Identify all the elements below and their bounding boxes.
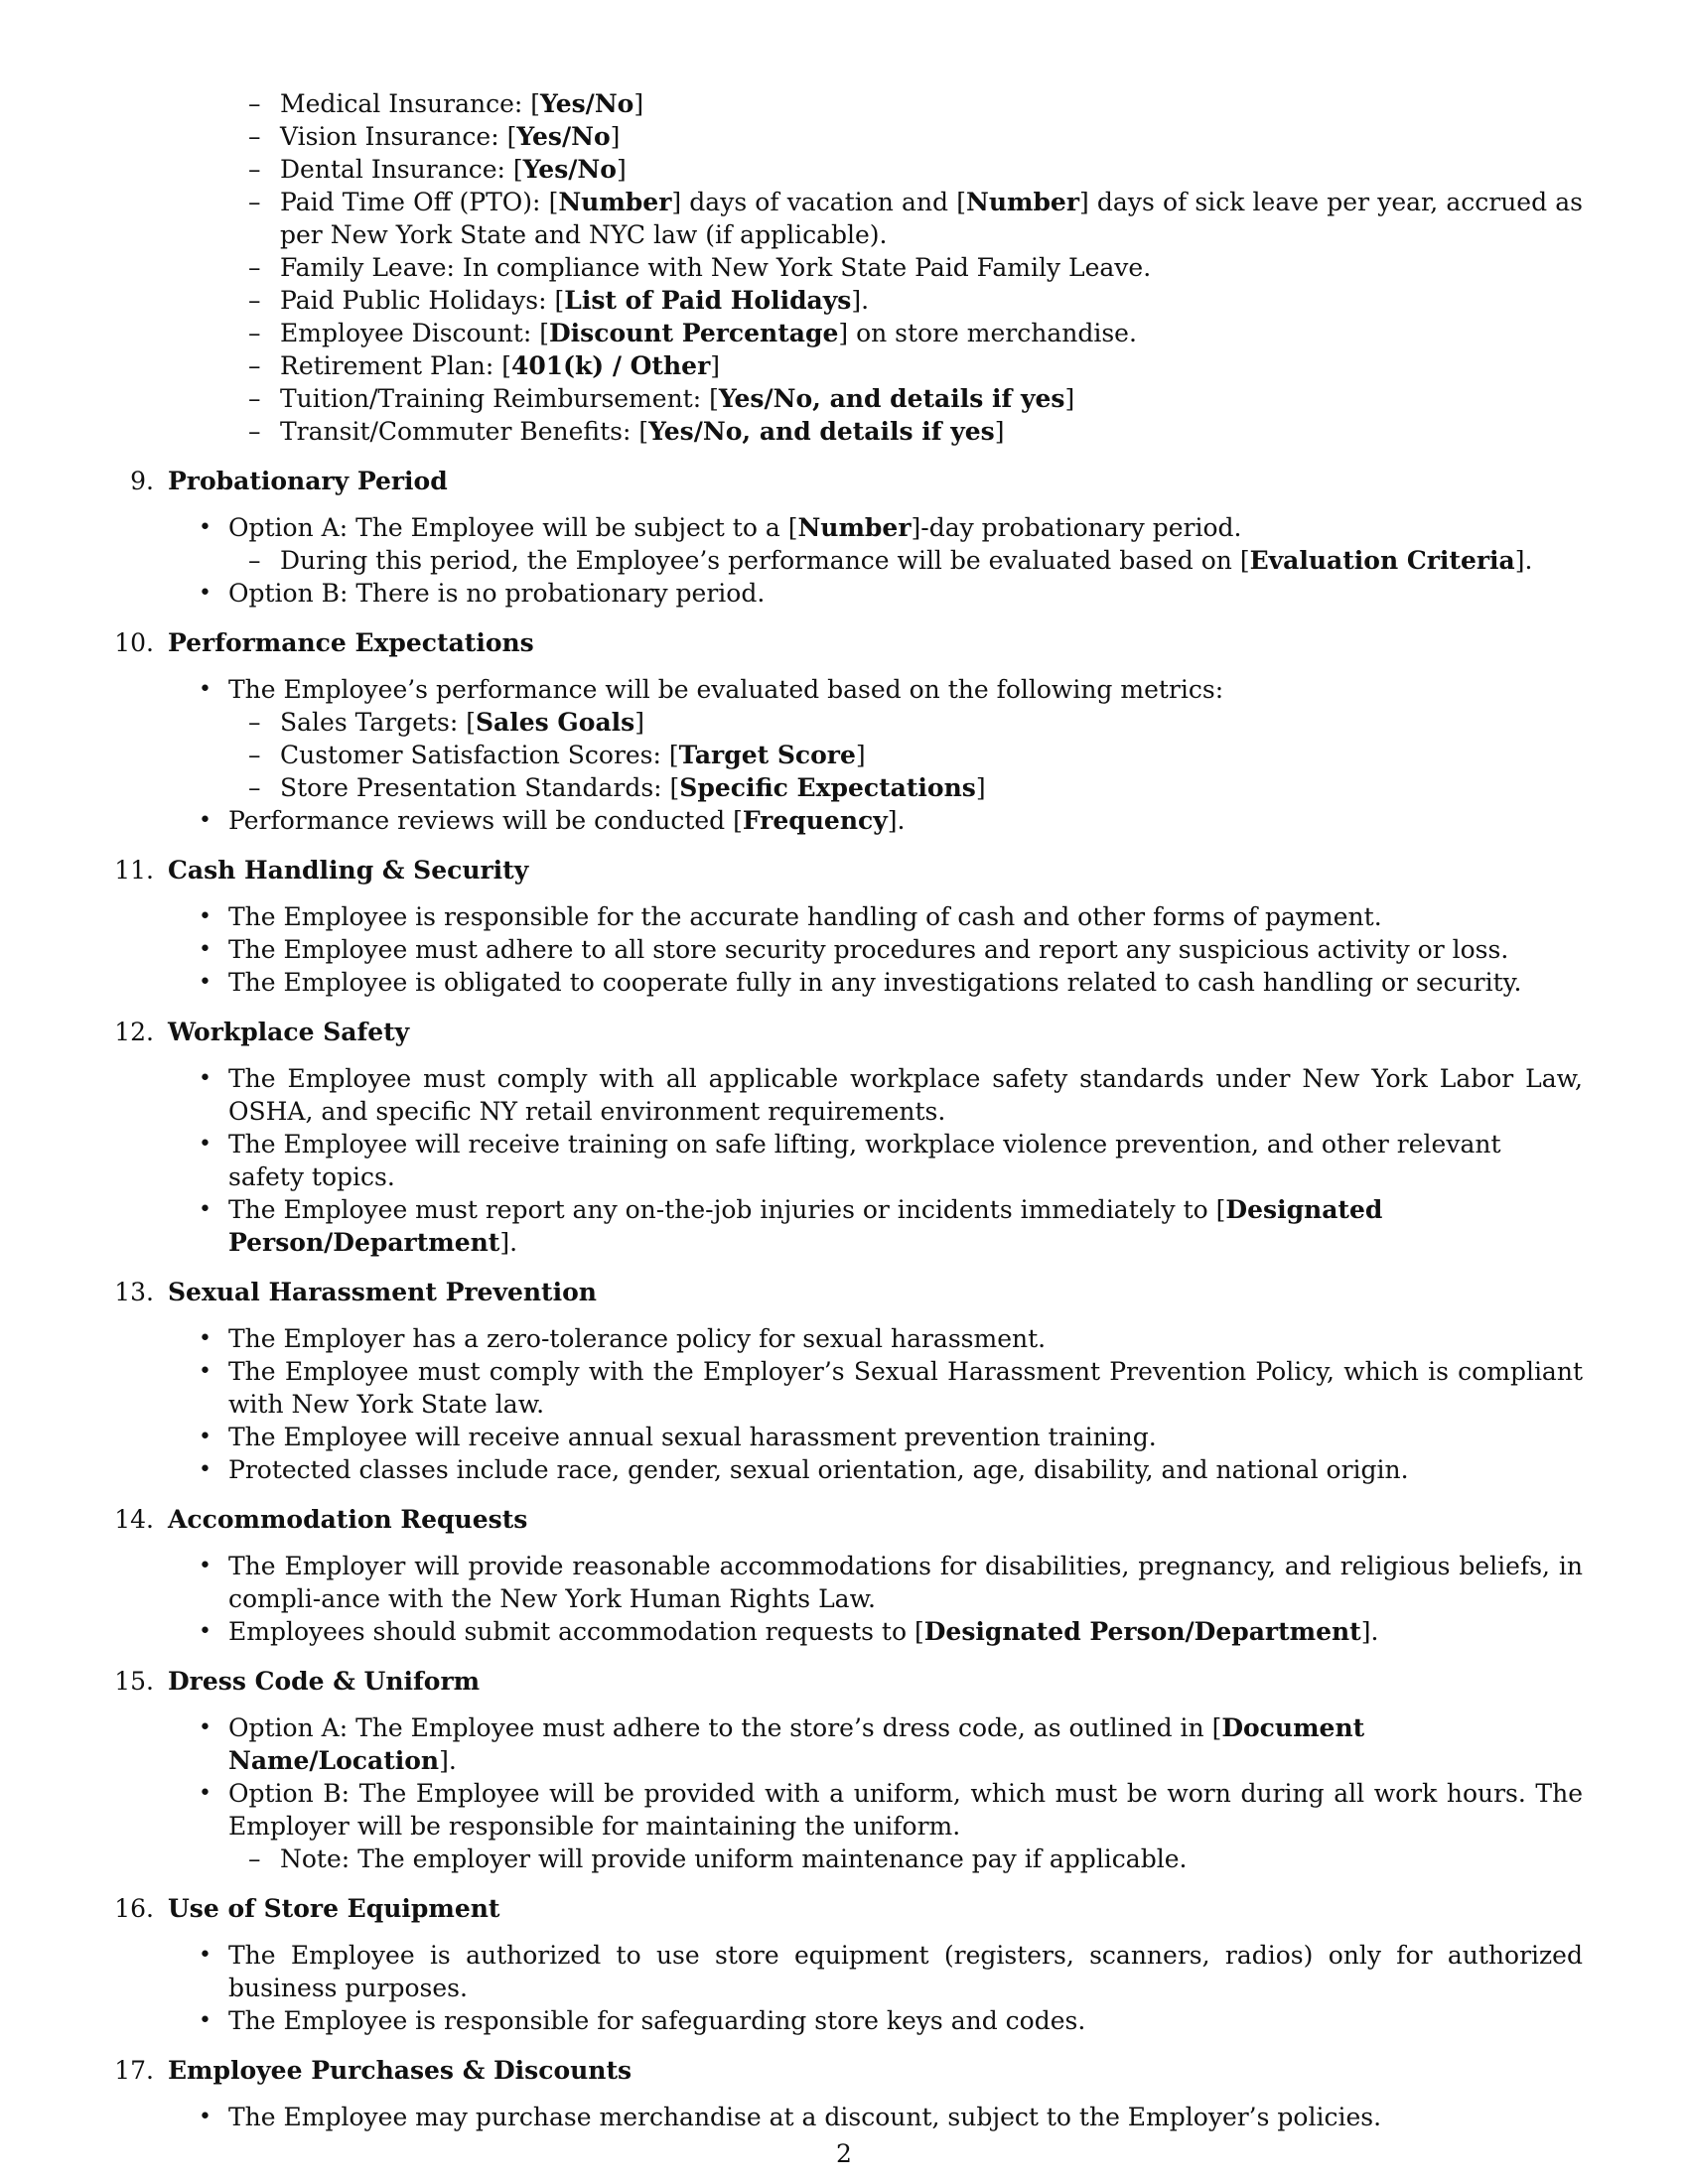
list-item: • The Employee must comply with all applicable workplace safety standards under New York Labor Law, OSHA, and specific NY retail environment requirements. — [0, 1062, 1583, 1128]
section-heading — [0, 1503, 1688, 1536]
list-item: • Option B: There is no probationary period. — [0, 577, 1583, 610]
section-number: 16. — [114, 1894, 154, 1923]
section-number: 12. — [114, 1018, 154, 1046]
document-page — [0, 87, 1688, 2133]
list-item: • Option A: The Employee will be subject to a [Number]-day probationary period. — [0, 511, 1583, 544]
benefit-item: – Retirement Plan: [401(k) / Other] — [0, 349, 1583, 382]
list-item: • The Employer will provide reasonable accommodations for disabilities, pregnancy, and religious beliefs, in compli-ance with the New York Human Rights Law. — [0, 1550, 1583, 1615]
section-heading — [0, 2054, 1688, 2087]
benefit-item: – Family Leave: In compliance with New York State Paid Family Leave. — [0, 251, 1583, 284]
list-item: • The Employee’s performance will be evaluated based on the following metrics: — [0, 673, 1583, 706]
list-item: • The Employee is obligated to cooperate fully in any investigations related to cash handling or security. — [0, 966, 1583, 999]
list-item: • Employees should submit accommodation requests to [Designated Person/Department]. — [0, 1615, 1583, 1648]
list-item: • Performance reviews will be conducted [Frequency]. — [0, 804, 1583, 837]
section-heading — [0, 465, 1688, 497]
section-title: Performance Expectations — [168, 628, 534, 657]
section-title: Cash Handling & Security — [168, 856, 529, 885]
section-heading — [0, 854, 1688, 887]
section-title: Use of Store Equipment — [168, 1894, 500, 1923]
section-number: 13. — [114, 1278, 154, 1306]
list-item: • The Employee is responsible for the accurate handling of cash and other forms of payment. — [0, 900, 1583, 933]
benefit-item: – Transit/Commuter Benefits: [Yes/No, and details if yes] — [0, 415, 1583, 448]
page-number: 2 — [836, 2139, 852, 2168]
benefit-item: – Vision Insurance: [Yes/No] — [0, 120, 1583, 153]
section-number: 9. — [130, 467, 154, 495]
list-item: • The Employee must report any on-the-job injuries or incidents immediately to [Designated Person/Department]. — [0, 1193, 1583, 1259]
benefit-item: – Employee Discount: [Discount Percentage] on store merchandise. — [0, 317, 1583, 349]
list-item: • The Employer has a zero-tolerance policy for sexual harassment. — [0, 1322, 1583, 1355]
list-item: • Protected classes include race, gender, sexual orientation, age, disability, and national origin. — [0, 1453, 1583, 1486]
list-item: • The Employee is authorized to use store equipment (registers, scanners, radios) only for authorized business purposes. — [0, 1939, 1583, 2004]
benefit-item: – Tuition/Training Reimbursement: [Yes/No, and details if yes] — [0, 382, 1583, 415]
section-heading — [0, 1276, 1688, 1308]
sub-list-item: – Sales Targets: [Sales Goals] — [0, 706, 1583, 739]
section-heading — [0, 1892, 1688, 1925]
benefit-item: – Medical Insurance: [Yes/No] — [0, 87, 1583, 120]
benefit-item: – Dental Insurance: [Yes/No] — [0, 153, 1583, 186]
section-title: Probationary Period — [168, 467, 448, 495]
section-title: Employee Purchases & Discounts — [168, 2056, 633, 2085]
list-item: • The Employee must comply with the Employer’s Sexual Harassment Prevention Policy, which is compliant with New York State law. — [0, 1355, 1583, 1421]
section-heading — [0, 1665, 1688, 1698]
section-number: 17. — [114, 2056, 154, 2085]
section-title: Accommodation Requests — [168, 1505, 528, 1534]
benefit-item: – Paid Time Off (PTO): [Number] days of vacation and [Number] days of sick leave per year, accrued as per New York State and NYC law (if applicable). — [0, 186, 1583, 251]
list-item: • Option A: The Employee must adhere to the store’s dress code, as outlined in [Document Name/Location]. — [0, 1711, 1583, 1777]
sub-list-item: – During this period, the Employee’s performance will be evaluated based on [Evaluation Criteria]. — [0, 544, 1583, 577]
section-number: 11. — [114, 856, 154, 885]
benefit-item: – Paid Public Holidays: [List of Paid Holidays]. — [0, 284, 1583, 317]
section-number: 10. — [114, 628, 154, 657]
section-title: Sexual Harassment Prevention — [168, 1278, 597, 1306]
list-item: • Option B: The Employee will be provided with a uniform, which must be worn during all work hours. The Employer will be responsible for maintaining the uniform. — [0, 1777, 1583, 1843]
sub-list-item: – Note: The employer will provide uniform maintenance pay if applicable. — [0, 1843, 1583, 1875]
section-title: Dress Code & Uniform — [168, 1667, 481, 1696]
section-title: Workplace Safety — [168, 1018, 410, 1046]
section-heading — [0, 1016, 1688, 1048]
section-number: 15. — [114, 1667, 154, 1696]
list-item: • The Employee must adhere to all store security procedures and report any suspicious activity or loss. — [0, 933, 1583, 966]
list-item: • The Employee will receive annual sexual harassment prevention training. — [0, 1421, 1583, 1453]
list-item: • The Employee will receive training on safe lifting, workplace violence prevention, and other relevant safety topics. — [0, 1128, 1583, 1193]
benefits-list — [0, 87, 1688, 448]
sub-list-item: – Customer Satisfaction Scores: [Target Score] — [0, 739, 1583, 771]
sub-list-item: – Store Presentation Standards: [Specific Expectations] — [0, 771, 1583, 804]
list-item: • The Employee may purchase merchandise at a discount, subject to the Employer’s policies. — [0, 2101, 1583, 2133]
section-number: 14. — [114, 1505, 154, 1534]
section-heading — [0, 626, 1688, 659]
list-item: • The Employee is responsible for safeguarding store keys and codes. — [0, 2004, 1583, 2037]
